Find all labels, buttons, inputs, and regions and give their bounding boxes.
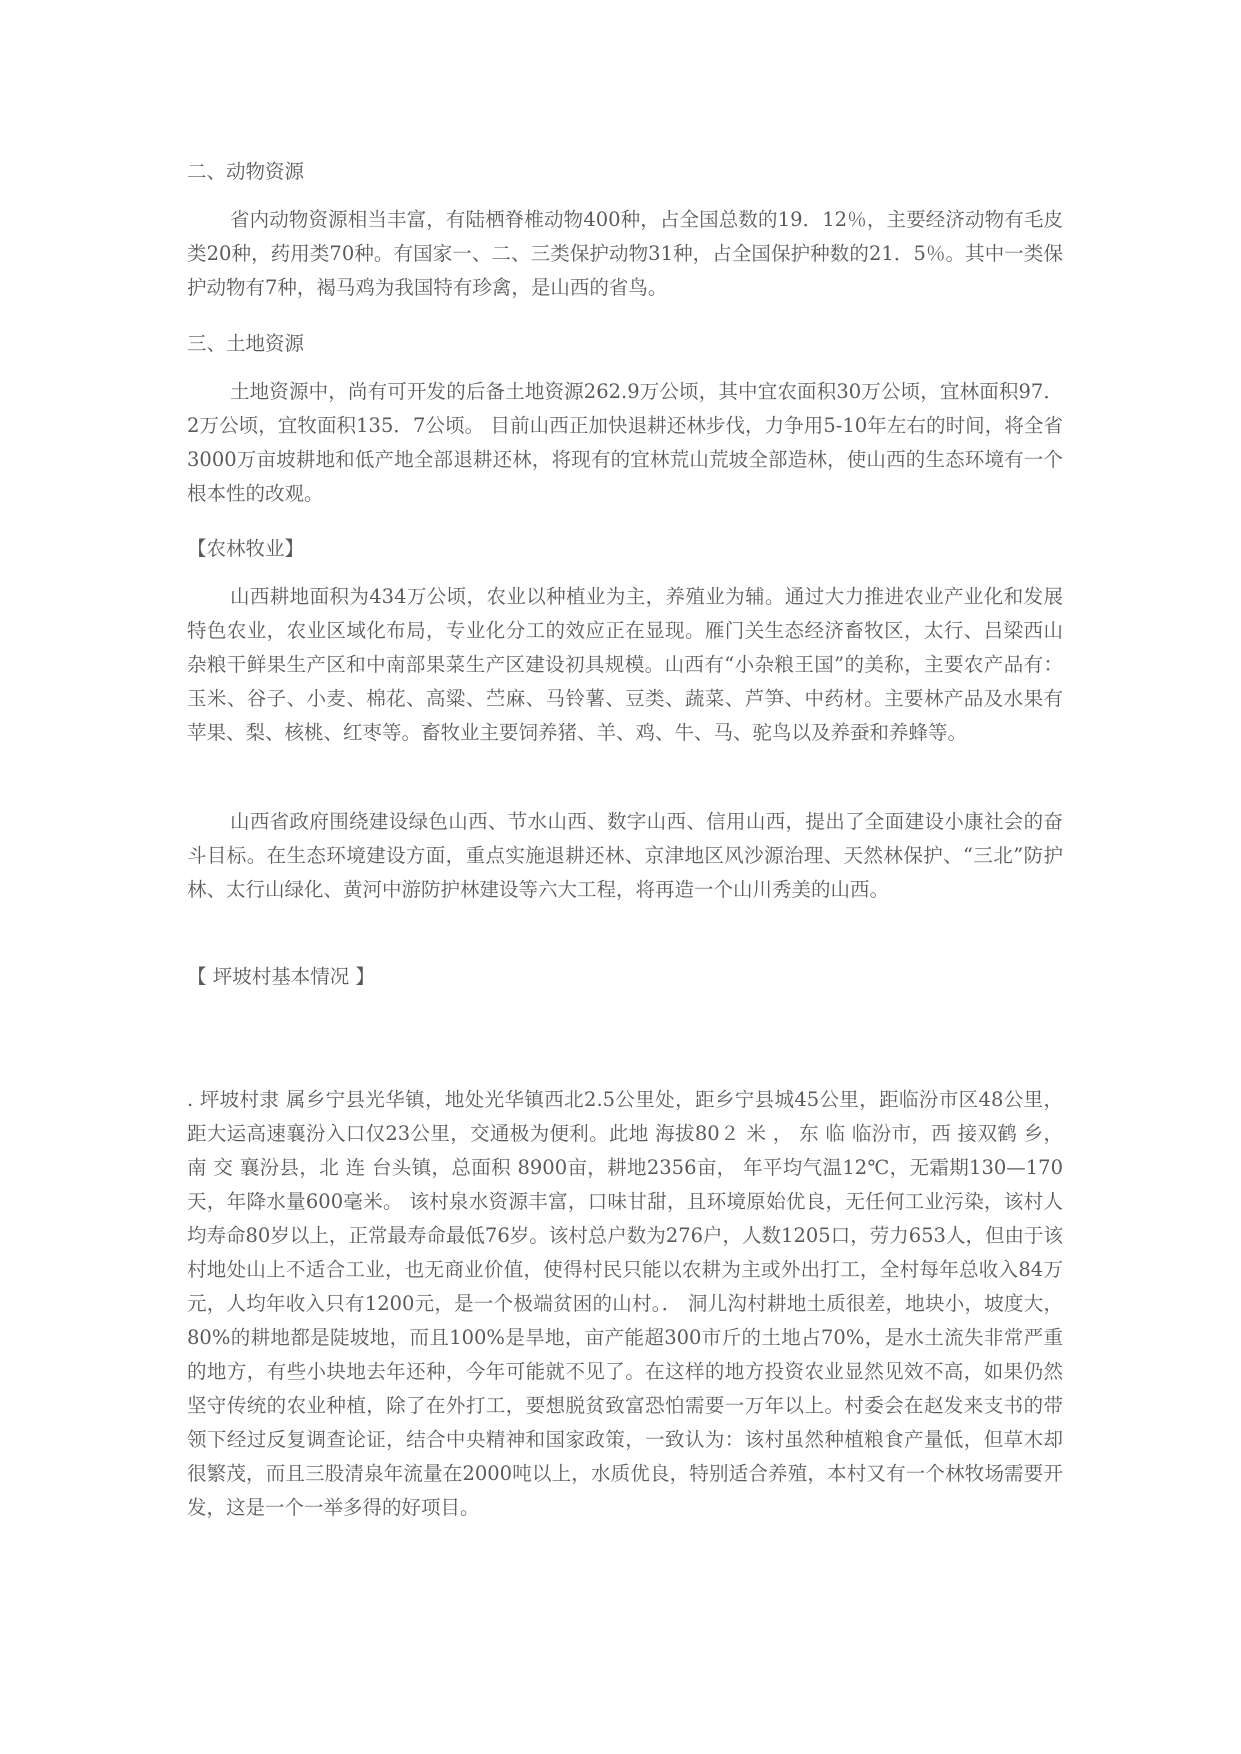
animal-resources-heading: 二、动物资源 xyxy=(187,160,305,183)
village-paragraph: . 坪坡村隶 属乡宁县光华镇，地处光华镇西北2.5公里处，距乡宁县城45公里，距临汾市区48公里，距大运高速襄汾入口仅23公里，交通极为便利。此地 海拔80２ 米 ， 东 临 临汾市，西 接双鹤 乡，南 交 襄汾县，北 连 台头镇，总面积 8900亩，耕地2356亩， 年平均气温12℃，无霜期130—170天，年降水量600毫米。 该村泉水资源丰富，口味甘甜，且环境原始优良，无任何工业污染，该村人均寿命80岁以上，正常最寿命最低76岁。该村总户数为276户，人数1205口，劳力653人，但由于该村地处山上不适合工业，也无商业价值，使得村民只能以农耕为主或外出打工，全村每年总收入84万元，人均年收入只有1200元，是一个极端贫困的山村。． 洞儿沟村耕地土质很差，地块小，坡度大，80%的耕地都是陡坡地，而且100%是旱地，亩产能超300市斤的土地占70%，是水土流失非常严重的地方，有些小块地去年还种，今年可能就不见了。在这样的地方投资农业显然见效不高，如果仍然坚守传统的农业种植，除了在外打工，要想脱贫致富恐怕需要一万年以上。村委会在赵发来支书的带领下经过反复调查论证，结合中央精神和国家政策，一致认为：该村虽然种植粮食产量低，但草木却很繁茂，而且三股清泉年流量在2000吨以上，水质优良，特别适合养殖，本村又有一个林牧场需要开发，这是一个一举多得的好项目。 xyxy=(187,1088,1063,1519)
village-heading: 【 坪坡村基本情况 】 xyxy=(187,965,375,988)
agriculture-heading: 【农林牧业】 xyxy=(187,537,305,560)
land-resources-paragraph: 土地资源中，尚有可开发的后备土地资源262.9万公顷，其中宜农面积30万公顷，宜林面积97．2万公顷，宜牧面积135．7公顷。 目前山西正加快退耕还林步伐，力争用5-10年左右的时间，将全省3000万亩坡耕地和低产地全部退耕还林，将现有的宜林荒山荒坡全部造林，使山西的生态环境有一个根本性的改观。 xyxy=(187,380,1063,505)
agriculture-paragraph-1: 山西耕地面积为434万公顷，农业以种植业为主，养殖业为辅。通过大力推进农业产业化和发展特色农业，农业区域化布局，专业化分工的效应正在显现。雁门关生态经济畜牧区，太行、吕梁西山杂粮干鲜果生产区和中南部果菜生产区建设初具规模。山西有“小杂粮王国”的美称，主要农产品有：玉米、谷子、小麦、棉花、高粱、苎麻、马铃薯、豆类、蔬菜、芦笋、中药材。主要林产品及水果有苹果、梨、核桃、红枣等。畜牧业主要饲养猪、羊、鸡、牛、马、驼鸟以及养蚕和养蜂等。 xyxy=(187,585,1063,744)
land-resources-heading: 三、土地资源 xyxy=(187,332,305,355)
animal-resources-paragraph: 省内动物资源相当丰富，有陆栖脊椎动物400种，占全国总数的19．12％，主要经济动物有毛皮类20种，药用类70种。有国家一、二、三类保护动物31种，占全国保护种数的21．5％。其中一类保护动物有7种，褐马鸡为我国特有珍禽，是山西的省鸟。 xyxy=(187,208,1063,299)
agriculture-paragraph-2: 山西省政府围绕建设绿色山西、节水山西、数字山西、信用山西，提出了全面建设小康社会的奋斗目标。在生态环境建设方面，重点实施退耕还林、京津地区风沙源治理、天然林保护、“三北”防护林、太行山绿化、黄河中游防护林建设等六大工程，将再造一个山川秀美的山西。 xyxy=(187,810,1063,901)
